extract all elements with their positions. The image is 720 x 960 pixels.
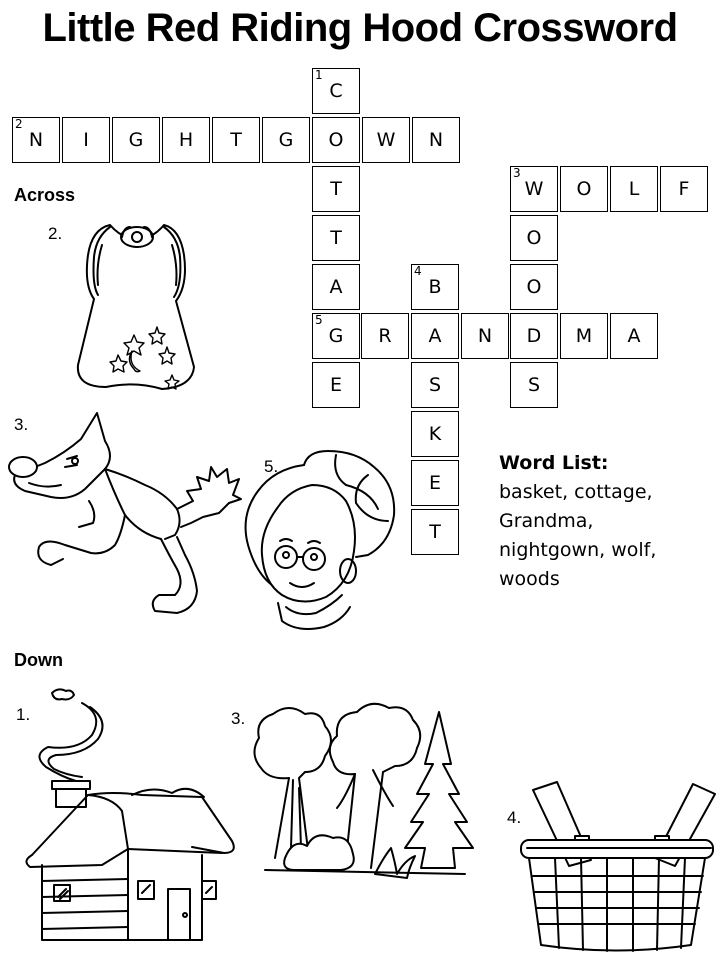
grid-cell xyxy=(660,166,708,212)
cell-letter: N xyxy=(28,129,44,151)
grid-cell xyxy=(510,362,558,408)
cell-letter: A xyxy=(627,325,641,347)
cell-letter: S xyxy=(527,374,541,396)
cell-letter: O xyxy=(576,178,592,200)
cell-letter: O xyxy=(526,276,542,298)
grid-cell xyxy=(312,166,360,212)
woods-icon xyxy=(245,698,480,890)
grid-cell xyxy=(312,362,360,408)
grid-cell xyxy=(510,313,558,359)
clue-label-across-2: 2. xyxy=(48,224,63,243)
nightgown-icon xyxy=(72,215,202,395)
cell-letter: O xyxy=(526,227,542,249)
clue-label-across-3: 3. xyxy=(14,415,29,434)
grid-cell xyxy=(362,117,410,163)
cell-letter: H xyxy=(178,129,194,151)
word-list-title: Word List: xyxy=(499,452,609,474)
grid-cell xyxy=(412,117,460,163)
grid-cell xyxy=(411,264,459,310)
grid-cell xyxy=(411,460,459,506)
cell-letter: O xyxy=(328,129,344,151)
cell-letter: G xyxy=(278,129,294,151)
cell-letter: A xyxy=(428,325,442,347)
word-list-line: basket, cottage, xyxy=(499,481,653,503)
grid-cell xyxy=(162,117,210,163)
clue-number-3: 3 xyxy=(513,166,521,180)
grid-cell xyxy=(312,215,360,261)
cell-letter: S xyxy=(428,374,442,396)
cell-letter: D xyxy=(526,325,542,347)
grid-cell xyxy=(262,117,310,163)
grid-cell xyxy=(461,313,509,359)
grid-cell xyxy=(560,166,608,212)
grid-cell xyxy=(312,313,360,359)
word-list-line: nightgown, wolf, xyxy=(499,539,657,561)
cell-letter: A xyxy=(329,276,343,298)
cell-letter: L xyxy=(628,178,640,200)
grid-cell xyxy=(312,68,360,114)
grid-cell xyxy=(312,117,360,163)
grid-cell xyxy=(510,166,558,212)
clue-label-across-5: 5. xyxy=(264,457,279,476)
grid-cell xyxy=(510,264,558,310)
grid-cell xyxy=(12,117,60,163)
cell-letter: K xyxy=(428,423,442,445)
grid-cell xyxy=(411,411,459,457)
down-heading: Down xyxy=(14,650,63,670)
cell-letter: T xyxy=(429,521,441,543)
cell-letter: G xyxy=(128,129,144,151)
clue-label-down-4: 4. xyxy=(507,808,522,827)
cottage-icon xyxy=(12,685,242,950)
clue-number-2: 2 xyxy=(15,117,23,131)
word-list-line: woods xyxy=(499,568,560,590)
grandma-icon xyxy=(238,445,398,640)
cell-letter: E xyxy=(329,374,342,396)
page-title: Little Red Riding Hood Crossword xyxy=(42,6,678,50)
cell-letter: E xyxy=(428,472,441,494)
clue-label-down-1: 1. xyxy=(16,705,31,724)
grid-cell xyxy=(361,313,409,359)
cell-letter: C xyxy=(329,80,343,102)
basket-icon xyxy=(515,780,715,955)
cell-letter: N xyxy=(428,129,444,151)
wolf-icon xyxy=(5,405,245,620)
grid-cell xyxy=(212,117,260,163)
cell-letter: G xyxy=(328,325,344,347)
grid-cell xyxy=(560,313,608,359)
grid-cell xyxy=(610,166,658,212)
cell-letter: R xyxy=(378,325,392,347)
cell-letter: T xyxy=(330,178,342,200)
cell-letter: T xyxy=(230,129,242,151)
cell-letter: B xyxy=(428,276,442,298)
cell-letter: N xyxy=(477,325,493,347)
grid-cell xyxy=(112,117,160,163)
clue-number-5: 5 xyxy=(315,313,323,327)
cell-letter: I xyxy=(83,129,89,151)
cell-letter: M xyxy=(575,325,593,347)
across-heading: Across xyxy=(14,185,76,205)
clue-label-down-3: 3. xyxy=(231,709,246,728)
cell-letter: W xyxy=(524,178,544,200)
grid-cell xyxy=(510,215,558,261)
grid-cell xyxy=(62,117,110,163)
grid-cell xyxy=(411,313,459,359)
word-list-line: Grandma, xyxy=(499,510,594,532)
word-list xyxy=(499,449,714,594)
grid-cell xyxy=(610,313,658,359)
cell-letter: F xyxy=(678,178,690,200)
grid-cell xyxy=(312,264,360,310)
grid-cell xyxy=(411,509,459,555)
clue-number-1: 1 xyxy=(315,68,323,82)
clue-number-4: 4 xyxy=(414,264,422,278)
grid-cell xyxy=(411,362,459,408)
cell-letter: W xyxy=(376,129,396,151)
cell-letter: T xyxy=(330,227,342,249)
